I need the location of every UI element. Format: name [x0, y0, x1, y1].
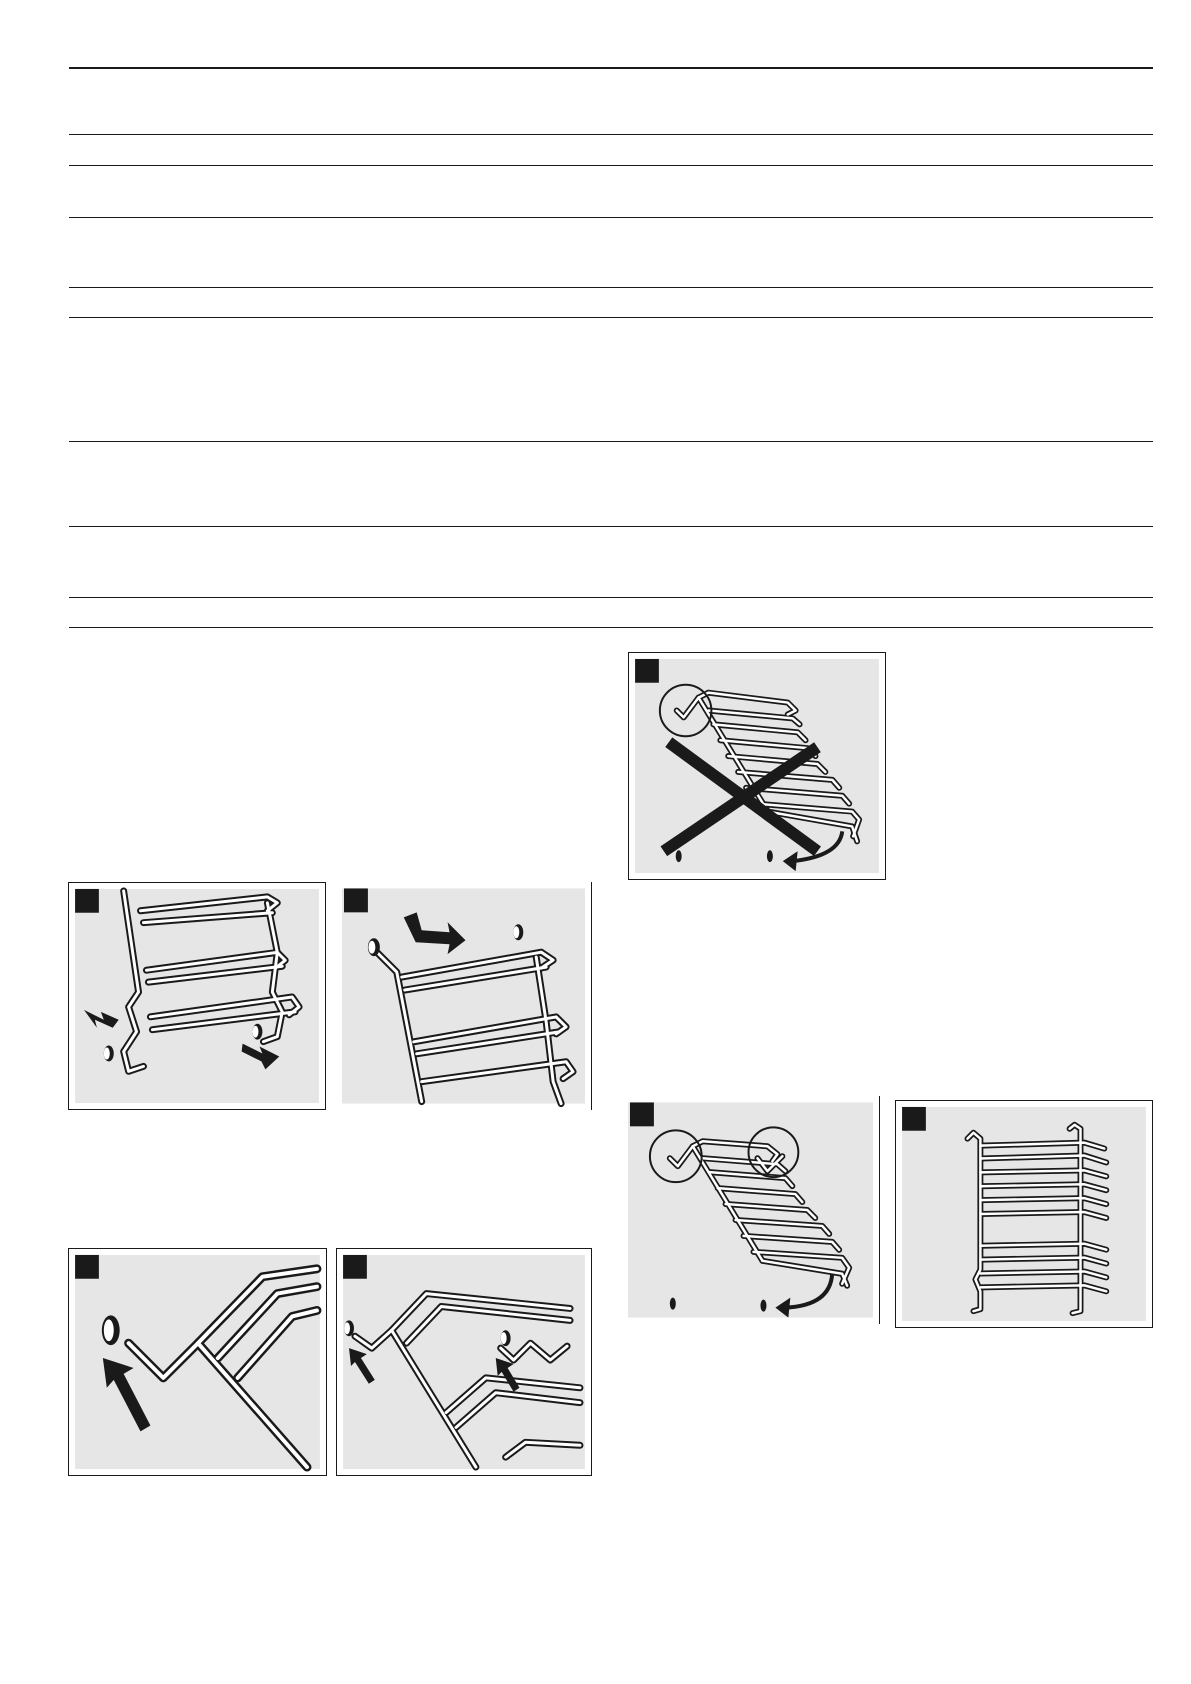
rack-unhook-rear-icon — [342, 882, 591, 1110]
step-marker — [343, 1255, 367, 1279]
step-marker — [630, 1102, 654, 1126]
step-marker — [635, 659, 659, 683]
step-marker — [75, 889, 99, 913]
figure-7 — [895, 1100, 1153, 1328]
table-rule — [69, 317, 1153, 318]
figure-4 — [336, 1248, 592, 1476]
figure-5 — [628, 652, 886, 880]
table-rule — [69, 165, 1153, 166]
figure-1 — [68, 882, 326, 1110]
table-rule — [69, 597, 1153, 598]
figure-6 — [628, 1096, 880, 1324]
table-rule — [69, 441, 1153, 442]
rack-unhook-front-icon — [69, 883, 325, 1109]
rack-correct-orientation-icon — [628, 1096, 879, 1324]
rack-hook-insert-detail-icon — [69, 1249, 326, 1475]
rack-front-view-icon — [896, 1101, 1152, 1327]
table-rule — [69, 287, 1153, 288]
table-rule — [69, 217, 1153, 218]
step-marker — [75, 1255, 99, 1279]
figure-3 — [68, 1248, 327, 1476]
step-marker — [344, 888, 368, 912]
step-marker — [902, 1107, 926, 1131]
table-rule — [69, 134, 1153, 135]
table-rule — [69, 627, 1153, 628]
table-rule-top — [69, 67, 1153, 69]
table-rule — [69, 526, 1153, 527]
figure-2 — [342, 882, 592, 1110]
rack-hook-insert-pair-icon — [337, 1249, 591, 1475]
rack-wrong-orientation-icon — [629, 653, 885, 879]
